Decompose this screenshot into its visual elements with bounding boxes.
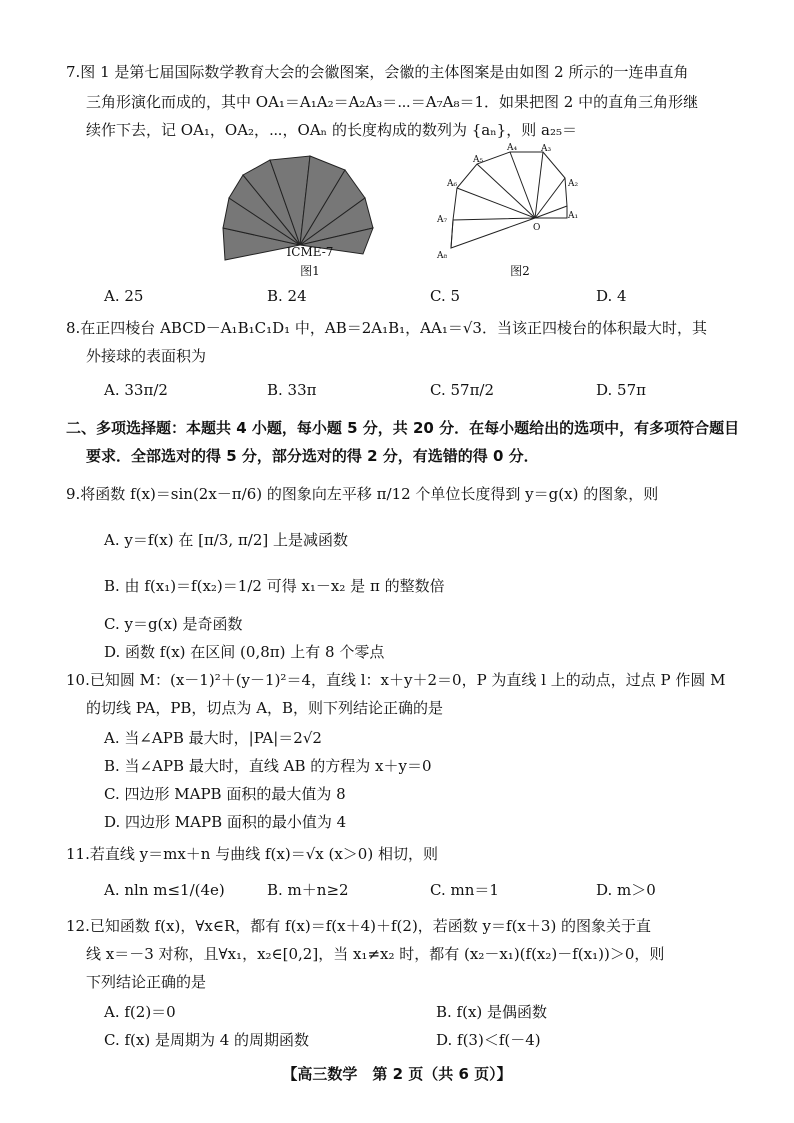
q7-line2: 三角形演化而成的，其中 OA₁＝A₁A₂＝A₂A₃＝⋯＝A₇A₈＝1．如果把图 2 中的直角三角形继 xyxy=(86,93,699,111)
q10-option-c: C. 四边形 MAPB 面积的最大值为 8 xyxy=(104,785,346,803)
q12-option-c: C. f(x) 是周期为 4 的周期函数 xyxy=(104,1031,310,1049)
q8-line1: 8.在正四棱台 ABCD－A₁B₁C₁D₁ 中，AB＝2A₁B₁，AA₁＝√3．当该正四棱台的体积最大时，其 xyxy=(66,319,707,337)
fig2-caption: 图2 xyxy=(510,264,530,278)
q7-option-d: D. 4 xyxy=(596,287,627,305)
q12-option-a: A. f(2)＝0 xyxy=(104,1003,176,1021)
q12-line3: 下列结论正确的是 xyxy=(86,973,207,991)
q9-option-b: B. 由 f(x₁)＝f(x₂)＝1/2 可得 x₁－x₂ 是 π 的整数倍 xyxy=(104,577,445,595)
q11-line1: 11.若直线 y＝mx＋n 与曲线 f(x)＝√x (x＞0) 相切，则 xyxy=(66,845,438,863)
label-a1: A₁ xyxy=(568,211,579,221)
q9-option-d: D. 函数 f(x) 在区间 (0,8π) 上有 8 个零点 xyxy=(104,643,385,661)
q10-line2: 的切线 PA，PB，切点为 A，B，则下列结论正确的是 xyxy=(86,699,444,717)
q9-line1: 9.将函数 f(x)＝sin(2x－π/6) 的图象向左平移 π/12 个单位长度得到 y＝g(x) 的图象，则 xyxy=(66,485,659,503)
label-a3: A₃ xyxy=(541,144,552,154)
q8-option-c: C. 57π/2 xyxy=(430,381,495,399)
q12-line1: 12.已知函数 f(x)，∀x∈R，都有 f(x)＝f(x＋4)＋f(2)，若函数 y＝f(x＋3) 的图象关于直 xyxy=(66,917,652,935)
q12-option-d: D. f(3)＜f(－4) xyxy=(436,1031,541,1049)
fig1-label: ICME-7 xyxy=(286,245,334,259)
label-a5: A₅ xyxy=(473,155,484,165)
q9-option-c: C. y＝g(x) 是奇函数 xyxy=(104,615,243,633)
q11-option-c: C. mn＝1 xyxy=(430,881,499,899)
fig1-caption: 图1 xyxy=(300,264,320,278)
label-a6: A₆ xyxy=(447,179,458,189)
section2-line2: 要求．全部选对的得 5 分，部分选对的得 2 分，有选错的得 0 分． xyxy=(86,447,539,465)
q12-option-b: B. f(x) 是偶函数 xyxy=(436,1003,548,1021)
label-a8: A₈ xyxy=(437,251,448,261)
q11-option-b: B. m＋n≥2 xyxy=(267,881,349,899)
q10-option-a: A. 当∠APB 最大时，|PA|＝2√2 xyxy=(104,729,322,747)
q7-option-b: B. 24 xyxy=(267,287,307,305)
q8-option-a: A. 33π/2 xyxy=(104,381,168,399)
q10-option-d: D. 四边形 MAPB 面积的最小值为 4 xyxy=(104,813,347,831)
q11-option-a: A. nln m≤1/(4e) xyxy=(104,881,225,899)
q10-line1: 10.已知圆 M：(x－1)²＋(y－1)²＝4，直线 l：x＋y＋2＝0，P 为直线 l 上的动点，过点 P 作圆 M xyxy=(66,671,726,689)
q7-line3: 续作下去，记 OA₁，OA₂，⋯，OAₙ 的长度构成的数列为 {aₙ}，则 a₂₅＝ xyxy=(86,121,577,139)
q7-option-a: A. 25 xyxy=(104,287,144,305)
label-o: O xyxy=(533,223,541,233)
q9-option-a: A. y＝f(x) 在 [π/3, π/2] 上是减函数 xyxy=(104,531,349,549)
q8-option-b: B. 33π xyxy=(267,381,317,399)
right-triangle-spiral-figure xyxy=(435,142,585,264)
q10-option-b: B. 当∠APB 最大时，直线 AB 的方程为 x＋y＝0 xyxy=(104,757,432,775)
q8-line2: 外接球的表面积为 xyxy=(86,347,207,365)
label-a4: A₄ xyxy=(507,143,518,153)
q7-line1: 7.图 1 是第七届国际数学教育大会的会徽图案，会徽的主体图案是由如图 2 所示的一连串直角 xyxy=(66,63,689,81)
q12-line2: 线 x＝－3 对称，且∀x₁，x₂∈[0,2]，当 x₁≠x₂ 时，都有 (x₂－x₁)(f(x₂)－f(x₁))＞0，则 xyxy=(86,945,665,963)
q11-option-d: D. m＞0 xyxy=(596,881,656,899)
q7-option-c: C. 5 xyxy=(430,287,461,305)
q8-option-d: D. 57π xyxy=(596,381,646,399)
page-footer: 【高三数学 第 2 页（共 6 页）】 xyxy=(282,1065,512,1083)
label-a7: A₇ xyxy=(437,215,448,225)
section2-line1: 二、多项选择题：本题共 4 小题，每小题 5 分，共 20 分．在每小题给出的选项中，有多项符合题目 xyxy=(66,419,740,437)
label-a2: A₂ xyxy=(568,179,579,189)
